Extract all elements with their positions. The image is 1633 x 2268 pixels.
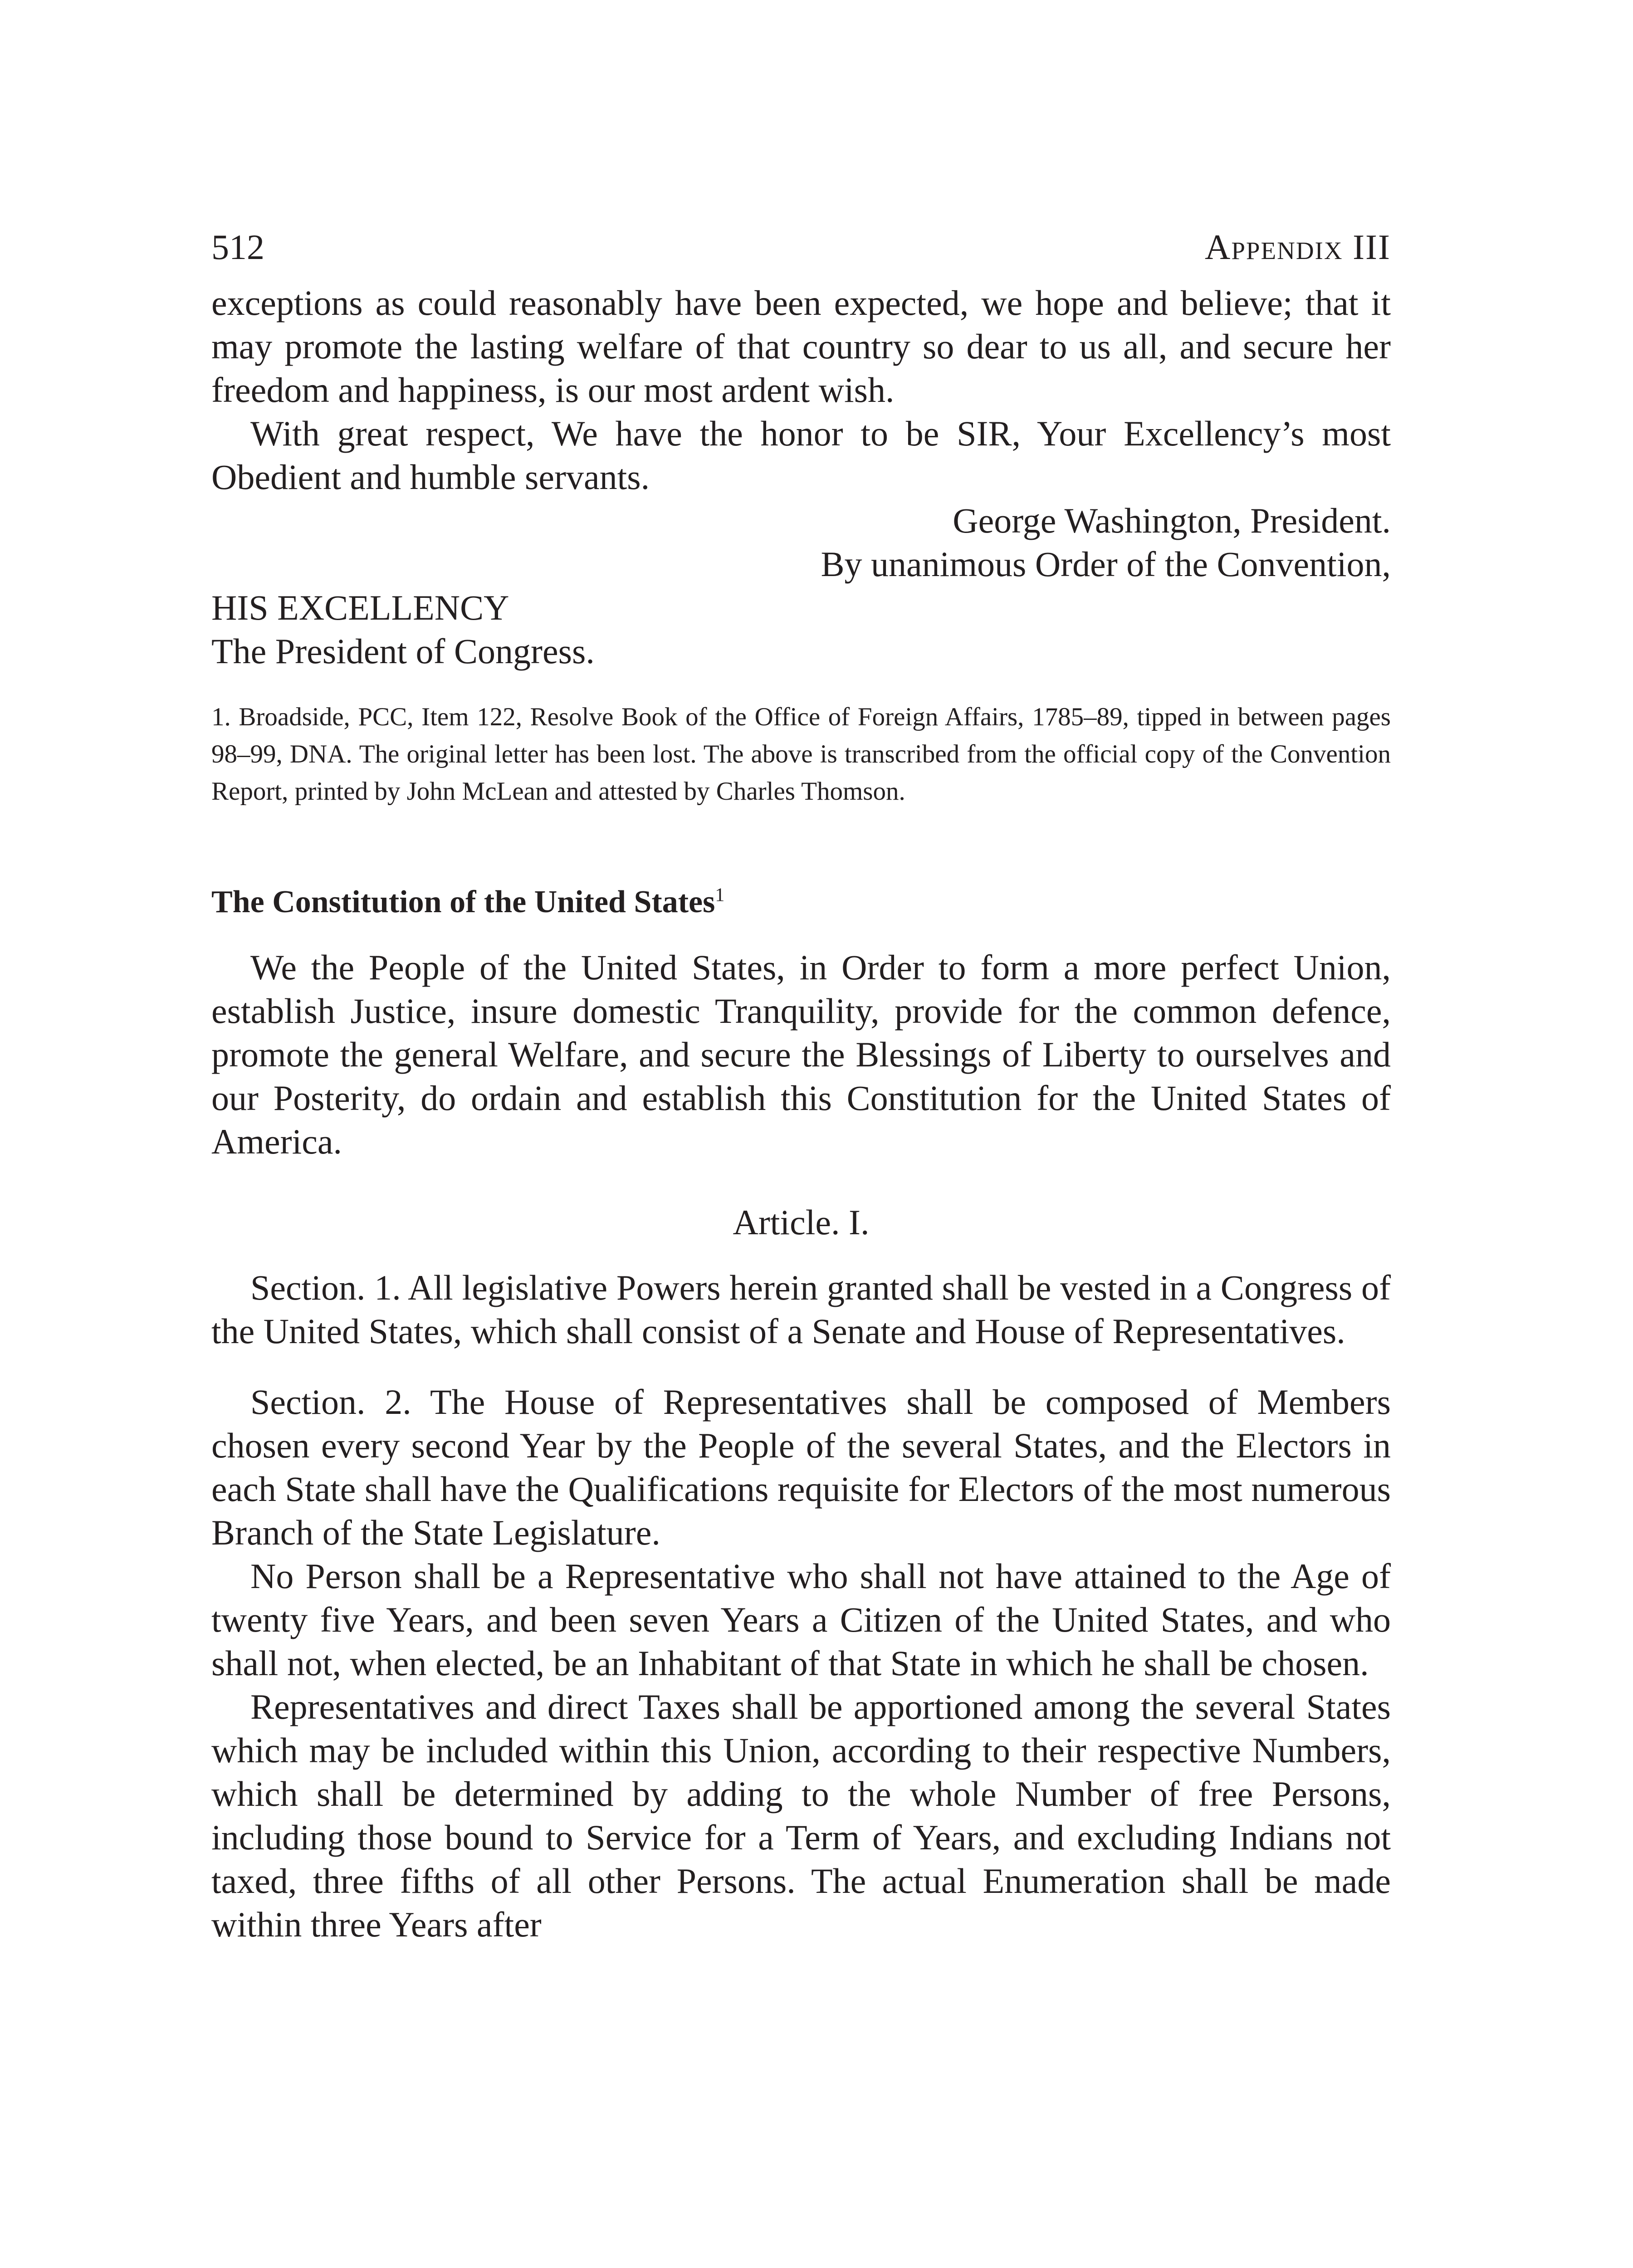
heading-footnote-marker: 1 — [715, 885, 725, 906]
addressee-line-2: The President of Congress. — [211, 631, 595, 671]
running-title: Appendix III — [1205, 227, 1391, 267]
page-number: 512 — [211, 227, 264, 267]
footnote: 1. Broadside, PCC, Item 122, Resolve Book of the Office of Foreign Affairs, 1785–89, tipped in between pages 98–99, DNA. The original letter has been lost. The above is transcribed from the official copy of the Convention Report, printed by John McLean and attested by Charles Thomson. — [211, 703, 1391, 806]
convention-order-line: By unanimous Order of the Convention, — [821, 544, 1391, 584]
section-1: Section. 1. All legislative Powers herein granted shall be vested in a Congress of the United States, which shall consist of a Senate and House of Representatives. — [211, 1268, 1391, 1351]
page — [211, 227, 1391, 1946]
section-2-paragraph-3: Representatives and direct Taxes shall be apportioned among the several States which may be included within this Union, according to their respective Numbers, which shall be determined by adding to the whole Number of free Persons, including those bound to Service for a Term of Years, and excluding Indians not taxed, three fifths of all other Persons. The actual Enumeration shall be made within three Years after — [211, 1687, 1391, 1944]
heading-text: The Constitution of the United States — [211, 885, 715, 919]
section-2-paragraph-2: No Person shall be a Representative who shall not have attained to the Age of twenty five Years, and been seven Years a Citizen of the United States, and who shall not, when elected, be an Inhabitant of that State in which he shall be chosen. — [211, 1556, 1391, 1683]
section-heading — [211, 880, 1391, 924]
letter-paragraph-1: exceptions as could reasonably have been expected, we hope and believe; that it may promote the lasting welfare of that country so dear to us all, and secure her freedom and happiness, is our most ardent wish. — [211, 283, 1391, 410]
letter-paragraph-2: With great respect, We have the honor to be SIR, Your Excellency’s most Obedient and humble servants. — [211, 414, 1391, 497]
running-head — [211, 227, 1391, 281]
signature-line: George Washington, President. — [953, 501, 1391, 540]
article-title: Article. I. — [733, 1202, 870, 1242]
addressee-line-1: HIS EXCELLENCY — [211, 588, 509, 627]
section-2-paragraph-1: Section. 2. The House of Representatives shall be composed of Members chosen every second Year by the People of the several States, and the Electors in each State shall have the Qualifications requisite for Electors of the most numerous Branch of the State Legislature. — [211, 1382, 1391, 1552]
preamble: We the People of the United States, in Order to form a more perfect Union, establish Justice, insure domestic Tranquility, provide for the common defence, promote the general Welfare, and secure the Blessings of Liberty to ourselves and our Posterity, do ordain and establish this Constitution for the United States of America. — [211, 948, 1391, 1161]
